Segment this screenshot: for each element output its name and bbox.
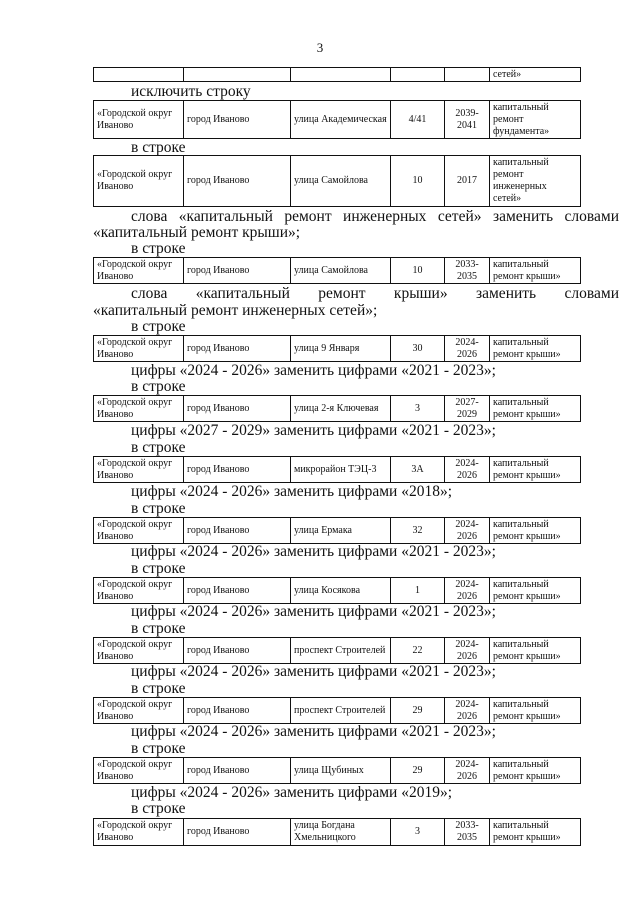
cell-settlement: город Иваново: [184, 156, 291, 207]
instruction-4: цифры «2027 - 2029» заменить цифрами «2021 - 2023»;: [131, 422, 496, 439]
cell-street: улица Щубиных: [291, 758, 391, 784]
instruction-7: цифры «2024 - 2026» заменить цифрами «2021 - 2023»;: [131, 603, 496, 620]
in-row-label: в строке: [131, 800, 186, 817]
cell-years: 2024-2026: [445, 457, 490, 483]
cell-settlement: город Иваново: [184, 758, 291, 784]
table-row: [93, 818, 581, 846]
cell-street: улица Богдана Хмельницкого: [291, 819, 391, 846]
cell-municipality: «Городской округ Иваново: [94, 758, 184, 784]
cell-house: 1: [391, 578, 445, 604]
table-row: [93, 100, 581, 139]
cell-street: проспект Строителей: [291, 638, 391, 664]
instruction-6: цифры «2024 - 2026» заменить цифрами «2021 - 2023»;: [131, 543, 496, 560]
cell-municipality: «Городской округ Иваново: [94, 518, 184, 544]
cell-work: капитальный ремонт крыши»: [490, 698, 581, 724]
cell-street: улица Академическая: [291, 101, 391, 139]
cell-house: 10: [391, 258, 445, 284]
cell-street: микрорайон ТЭЦ-3: [291, 457, 391, 483]
cell-years: 2024-2026: [445, 518, 490, 544]
cell-work: капитальный ремонт крыши»: [490, 819, 581, 846]
cell-years: 2024-2026: [445, 578, 490, 604]
cell-settlement: город Иваново: [184, 819, 291, 846]
instruction-10: цифры «2024 - 2026» заменить цифрами «2019»;: [131, 784, 453, 801]
in-row-label: в строке: [131, 318, 186, 335]
cell-municipality: «Городской округ Иваново: [94, 336, 184, 362]
instruction-8: цифры «2024 - 2026» заменить цифрами «2021 - 2023»;: [131, 663, 496, 680]
cell-settlement: город Иваново: [184, 396, 291, 422]
cell-years: 2024-2026: [445, 638, 490, 664]
cell-house: 32: [391, 518, 445, 544]
cell-years: 2024-2026: [445, 698, 490, 724]
cell-house: 29: [391, 698, 445, 724]
in-row-label: в строке: [131, 240, 186, 257]
in-row-label: в строке: [131, 500, 186, 517]
in-row-label: в строке: [131, 620, 186, 637]
cell-work: капитальный ремонт инженерных сетей»: [490, 156, 581, 207]
instruction-5: цифры «2024 - 2026» заменить цифрами «2018»;: [131, 483, 453, 500]
cell-house: 3: [391, 396, 445, 422]
table-row: [93, 637, 581, 664]
cell-settlement: город Иваново: [184, 518, 291, 544]
cell-work: капитальный ремонт крыши»: [490, 457, 581, 483]
cell-municipality: «Городской округ Иваново: [94, 396, 184, 422]
cell-years: 2033-2035: [445, 819, 490, 846]
cell-settlement: город Иваново: [184, 698, 291, 724]
cell-house: 22: [391, 638, 445, 664]
cell-house: 29: [391, 758, 445, 784]
cell-street: проспект Строителей: [291, 698, 391, 724]
instruction-1b: «капитальный ремонт крыши»;: [93, 224, 301, 241]
instruction-2a: слова «капитальный ремонт крыши» заменить словами: [131, 285, 619, 302]
cell-street: улица Самойлова: [291, 156, 391, 207]
cell-settlement: город Иваново: [184, 578, 291, 604]
cell-years: 2033-2035: [445, 258, 490, 284]
instruction-1a: слова «капитальный ремонт инженерных сетей» заменить словами: [131, 208, 619, 225]
cell-street: улица Самойлова: [291, 258, 391, 284]
cell-municipality: «Городской округ Иваново: [94, 638, 184, 664]
cell-municipality: «Городской округ Иваново: [94, 258, 184, 284]
instruction-2b: «капитальный ремонт инженерных сетей»;: [93, 302, 378, 319]
cell-settlement: город Иваново: [184, 101, 291, 139]
cell-street: улица Ермака: [291, 518, 391, 544]
cell-house: 3А: [391, 457, 445, 483]
cell-work: капитальный ремонт крыши»: [490, 258, 581, 284]
cell-work: капитальный ремонт крыши»: [490, 578, 581, 604]
cell-street: улица 9 Января: [291, 336, 391, 362]
table-row: [93, 257, 581, 284]
cell-years: 2027-2029: [445, 396, 490, 422]
cell-municipality: «Городской округ Иваново: [94, 578, 184, 604]
cell-municipality: «Городской округ Иваново: [94, 101, 184, 139]
in-row-label: в строке: [131, 740, 186, 757]
page-number: 3: [316, 40, 324, 55]
table-row: [93, 155, 581, 207]
in-row-label: в строке: [131, 378, 186, 395]
table-row-continuation: [93, 67, 581, 82]
cell-work: капитальный ремонт крыши»: [490, 758, 581, 784]
cell-municipality: [94, 68, 184, 82]
cell-years: 2039-2041: [445, 101, 490, 139]
in-row-label: в строке: [131, 680, 186, 697]
table-row: [93, 517, 581, 544]
cell-municipality: «Городской округ Иваново: [94, 156, 184, 207]
cell-house: 30: [391, 336, 445, 362]
in-row-label: в строке: [131, 560, 186, 577]
table-row: [93, 395, 581, 422]
table-row: [93, 757, 581, 784]
instruction-9: цифры «2024 - 2026» заменить цифрами «2021 - 2023»;: [131, 723, 496, 740]
cell-years: 2017: [445, 156, 490, 207]
instruction-3: цифры «2024 - 2026» заменить цифрами «2021 - 2023»;: [131, 362, 496, 379]
cell-house: 10: [391, 156, 445, 207]
cell-settlement: город Иваново: [184, 638, 291, 664]
cell-street: улица Косякова: [291, 578, 391, 604]
cell-work: капитальный ремонт фундамента»: [490, 101, 581, 139]
table-row: [93, 697, 581, 724]
cell-settlement: [184, 68, 291, 82]
in-row-label: в строке: [131, 139, 186, 156]
cell-house: 3: [391, 819, 445, 846]
cell-house: 4/41: [391, 101, 445, 139]
cell-municipality: «Городской округ Иваново: [94, 698, 184, 724]
cell-street: [291, 68, 391, 82]
table-row: [93, 577, 581, 604]
cell-house: [391, 68, 445, 82]
cell-municipality: «Городской округ Иваново: [94, 457, 184, 483]
in-row-label: в строке: [131, 439, 186, 456]
cell-work: сетей»: [490, 68, 581, 82]
cell-settlement: город Иваново: [184, 336, 291, 362]
cell-work: капитальный ремонт крыши»: [490, 336, 581, 362]
cell-settlement: город Иваново: [184, 258, 291, 284]
cell-work: капитальный ремонт крыши»: [490, 638, 581, 664]
cell-work: капитальный ремонт крыши»: [490, 518, 581, 544]
table-row: [93, 335, 581, 362]
cell-settlement: город Иваново: [184, 457, 291, 483]
cell-years: 2024-2026: [445, 758, 490, 784]
cell-street: улица 2-я Ключевая: [291, 396, 391, 422]
table-row: [93, 456, 581, 483]
cell-work: капитальный ремонт крыши»: [490, 396, 581, 422]
cell-years: [445, 68, 490, 82]
cell-municipality: «Городской округ Иваново: [94, 819, 184, 846]
exclude-row-label: исключить строку: [131, 83, 251, 100]
cell-years: 2024-2026: [445, 336, 490, 362]
